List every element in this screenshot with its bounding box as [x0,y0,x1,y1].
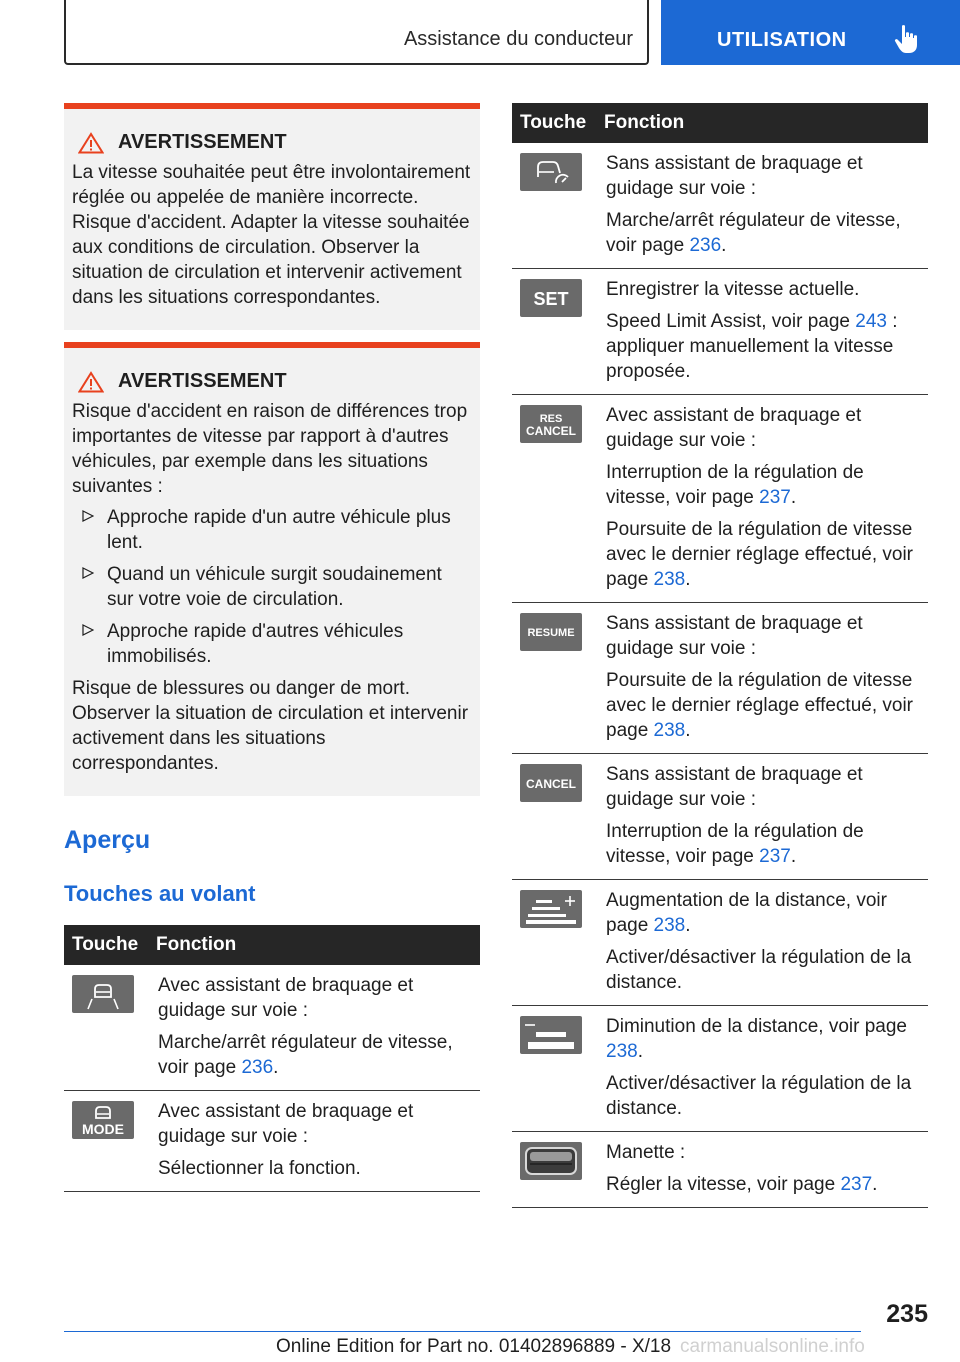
triangle-bullet-icon [82,567,94,579]
column-header-key: Touche [512,103,598,143]
function-cell [598,1006,928,1132]
description-text: Speed Limit Assist, voir page [606,311,856,332]
table-row [512,143,928,269]
header-section-box [64,0,649,65]
description-text: Marche/arrêt régulateur de vitesse, voir page [606,210,901,256]
footer-watermark: carmanualsonline.info [680,1336,865,1357]
res-cancel-button-icon [520,405,582,443]
description-suffix: . [273,1057,279,1078]
function-description [606,888,928,938]
table-header-row [512,103,928,143]
description-suffix: . [685,569,691,590]
function-cell [598,143,928,269]
description-text: Avec assistant de braquage et guidage sur voie : [158,975,414,1021]
column-header-key: Touche [64,925,150,965]
triangle-bullet-icon [82,624,94,636]
description-suffix: . [790,846,797,867]
subsection-heading: Touches au volant [64,881,256,906]
header-section-title: Assistance du conducteur [403,28,633,50]
description-suffix: : appliquer manuellement la vitesse proposée. [606,311,898,382]
column-header-function: Fonction [150,925,480,965]
function-cell [598,754,928,880]
description-text: Avec assistant de braquage et guidage sur voie : [158,1101,414,1147]
page-reference-link[interactable]: 238 [653,569,686,590]
key-cell [512,754,598,880]
steering-buttons-table-right [512,103,928,1208]
key-label: RESUME [527,627,575,639]
section-heading: Aperçu [64,826,151,854]
function-description [158,1099,480,1149]
function-description [606,403,928,453]
description-text: Régler la vitesse, voir page [606,1174,841,1195]
distance-increase-button-icon [520,890,582,928]
key-cell [64,1091,150,1192]
key-cell [512,880,598,1006]
lane-assist-button-icon [72,975,134,1013]
right-column [512,103,928,1208]
function-description [606,762,928,812]
cancel-button-icon [520,764,582,802]
warning-box-1 [64,103,480,330]
table-row [512,1132,928,1208]
warning-box-2 [64,342,480,796]
warning-outro: Risque de blessures ou danger de mort. Observer la situation de circulation et intervenir activement dans les situations correspondantes. [72,678,469,774]
left-column [64,103,480,1192]
table-row [512,754,928,880]
function-cell [598,269,928,395]
warning-list [72,505,472,669]
warning-intro: Risque d'accident en raison de différences trop importantes de vitesse par rapport à d'autres véhicules, par exemple dans les situations suivantes : [72,401,468,497]
resume-button-icon [520,613,582,651]
table-row [512,603,928,754]
description-text: Poursuite de la régulation de vitesse avec le dernier réglage effectué, voir page [606,519,913,590]
description-text: Diminution de la distance, voir page [606,1016,908,1037]
description-text: Enregistrer la vitesse actuelle. [606,279,860,300]
key-label: RES [539,413,563,425]
key-cell [512,603,598,754]
page-reference-link[interactable]: 237 [840,1174,873,1195]
table-row [512,269,928,395]
description-text: Activer/désactiver la régulation de la distance. [606,1073,912,1119]
list-item: Approche rapide d'un autre véhicule plus lent. [72,505,472,555]
description-text: Sélectionner la fonction. [158,1158,361,1179]
function-description [606,1140,928,1165]
function-description [606,611,928,661]
table-header-row [64,925,480,965]
key-cell [64,965,150,1091]
description-text: Marche/arrêt régulateur de vitesse, voir page [158,1032,453,1078]
description-text: Sans assistant de braquage et guidage sur voie : [606,764,863,810]
triangle-bullet-icon [82,510,94,522]
list-item: Approche rapide d'autres véhicules immobilisés. [72,619,472,669]
description-text: Avec assistant de braquage et guidage sur voie : [606,405,862,451]
function-description [606,517,928,592]
page-reference-link[interactable]: 238 [653,720,686,741]
description-text: Augmentation de la distance, voir page [606,890,887,936]
function-description [606,819,928,869]
key-label: SET [533,289,569,309]
warning-triangle-icon [78,132,104,154]
function-cell [150,1091,480,1192]
key-cell [512,1006,598,1132]
function-description [606,668,928,743]
description-text: Sans assistant de braquage et guidage sur voie : [606,153,863,199]
steering-buttons-table-left [64,925,480,1192]
mode-button-icon [72,1101,134,1139]
function-description [606,208,928,258]
function-cell [598,1132,928,1208]
function-description [606,1014,928,1064]
function-description [606,277,928,302]
function-cell [150,965,480,1091]
function-description [606,1172,928,1197]
description-suffix: . [685,915,691,936]
function-cell [598,880,928,1006]
page-reference-link[interactable]: 238 [606,1041,638,1062]
key-label: CANCEL [526,424,576,438]
page-reference-link[interactable]: 236 [241,1057,274,1078]
key-cell [512,395,598,603]
description-text: Sans assistant de braquage et guidage sur voie : [606,613,863,659]
key-label: CANCEL [526,777,576,791]
function-description [606,1071,928,1121]
warning-title: AVERTISSEMENT [118,370,287,392]
key-cell [512,1132,598,1208]
key-label: MODE [82,1121,124,1137]
table-row [512,395,928,603]
page-reference-link[interactable]: 237 [759,487,791,508]
table-row [64,965,480,1091]
warning-text: La vitesse souhaitée peut être involontairement réglée ou appelée de manière incorrecte. Risque d'accident. Adapter la vitesse souhaitée aux conditions de circulation. Observer la situation de circulation et intervenir activement dans les situations correspondantes. [72,162,471,308]
key-cell [512,269,598,395]
cruise-control-button-icon [520,153,582,191]
set-button-icon [520,279,582,317]
table-row [512,1006,928,1132]
page-reference-link[interactable]: 243 [855,311,887,332]
table-row [512,880,928,1006]
description-text: Activer/désactiver la régulation de la distance. [606,947,912,993]
description-text: Interruption de la régulation de vitesse, voir page [606,462,864,508]
description-suffix: . [872,1174,878,1195]
function-cell [598,603,928,754]
description-suffix: . [685,720,691,741]
warning-heading [72,131,472,154]
page-reference-link[interactable]: 237 [759,846,791,867]
hand-pointer-icon [893,24,921,54]
page-number: 235 [886,1300,928,1328]
description-suffix: . [721,235,727,256]
table-row [64,1091,480,1192]
function-cell [598,395,928,603]
description-suffix: . [637,1041,643,1062]
description-text: Manette : [606,1142,686,1163]
footer-edition: Online Edition for Part no. 01402896889 - X/18 [276,1336,672,1357]
page-reference-link[interactable]: 236 [689,235,722,256]
description-suffix: . [790,487,797,508]
list-item: Quand un véhicule surgit soudainement sur votre voie de circulation. [72,562,472,612]
function-description [606,460,928,510]
header-chapter-tab[interactable] [661,0,960,65]
header-chapter-label: UTILISATION [717,29,847,51]
column-header-function: Fonction [598,103,928,143]
function-description [606,945,928,995]
description-text: Poursuite de la régulation de vitesse avec le dernier réglage effectué, voir page [606,670,913,741]
distance-decrease-button-icon [520,1016,582,1054]
footer-divider [64,1331,861,1332]
function-description [158,1030,480,1080]
key-cell [512,143,598,269]
function-description [158,973,480,1023]
rocker-switch-icon [520,1142,582,1180]
warning-title: AVERTISSEMENT [118,131,287,153]
function-description [606,151,928,201]
description-text: Interruption de la régulation de vitesse, voir page [606,821,864,867]
page-reference-link[interactable]: 238 [653,915,686,936]
function-description [158,1156,480,1181]
warning-heading [72,370,472,393]
warning-triangle-icon [78,371,104,393]
function-description [606,309,928,384]
